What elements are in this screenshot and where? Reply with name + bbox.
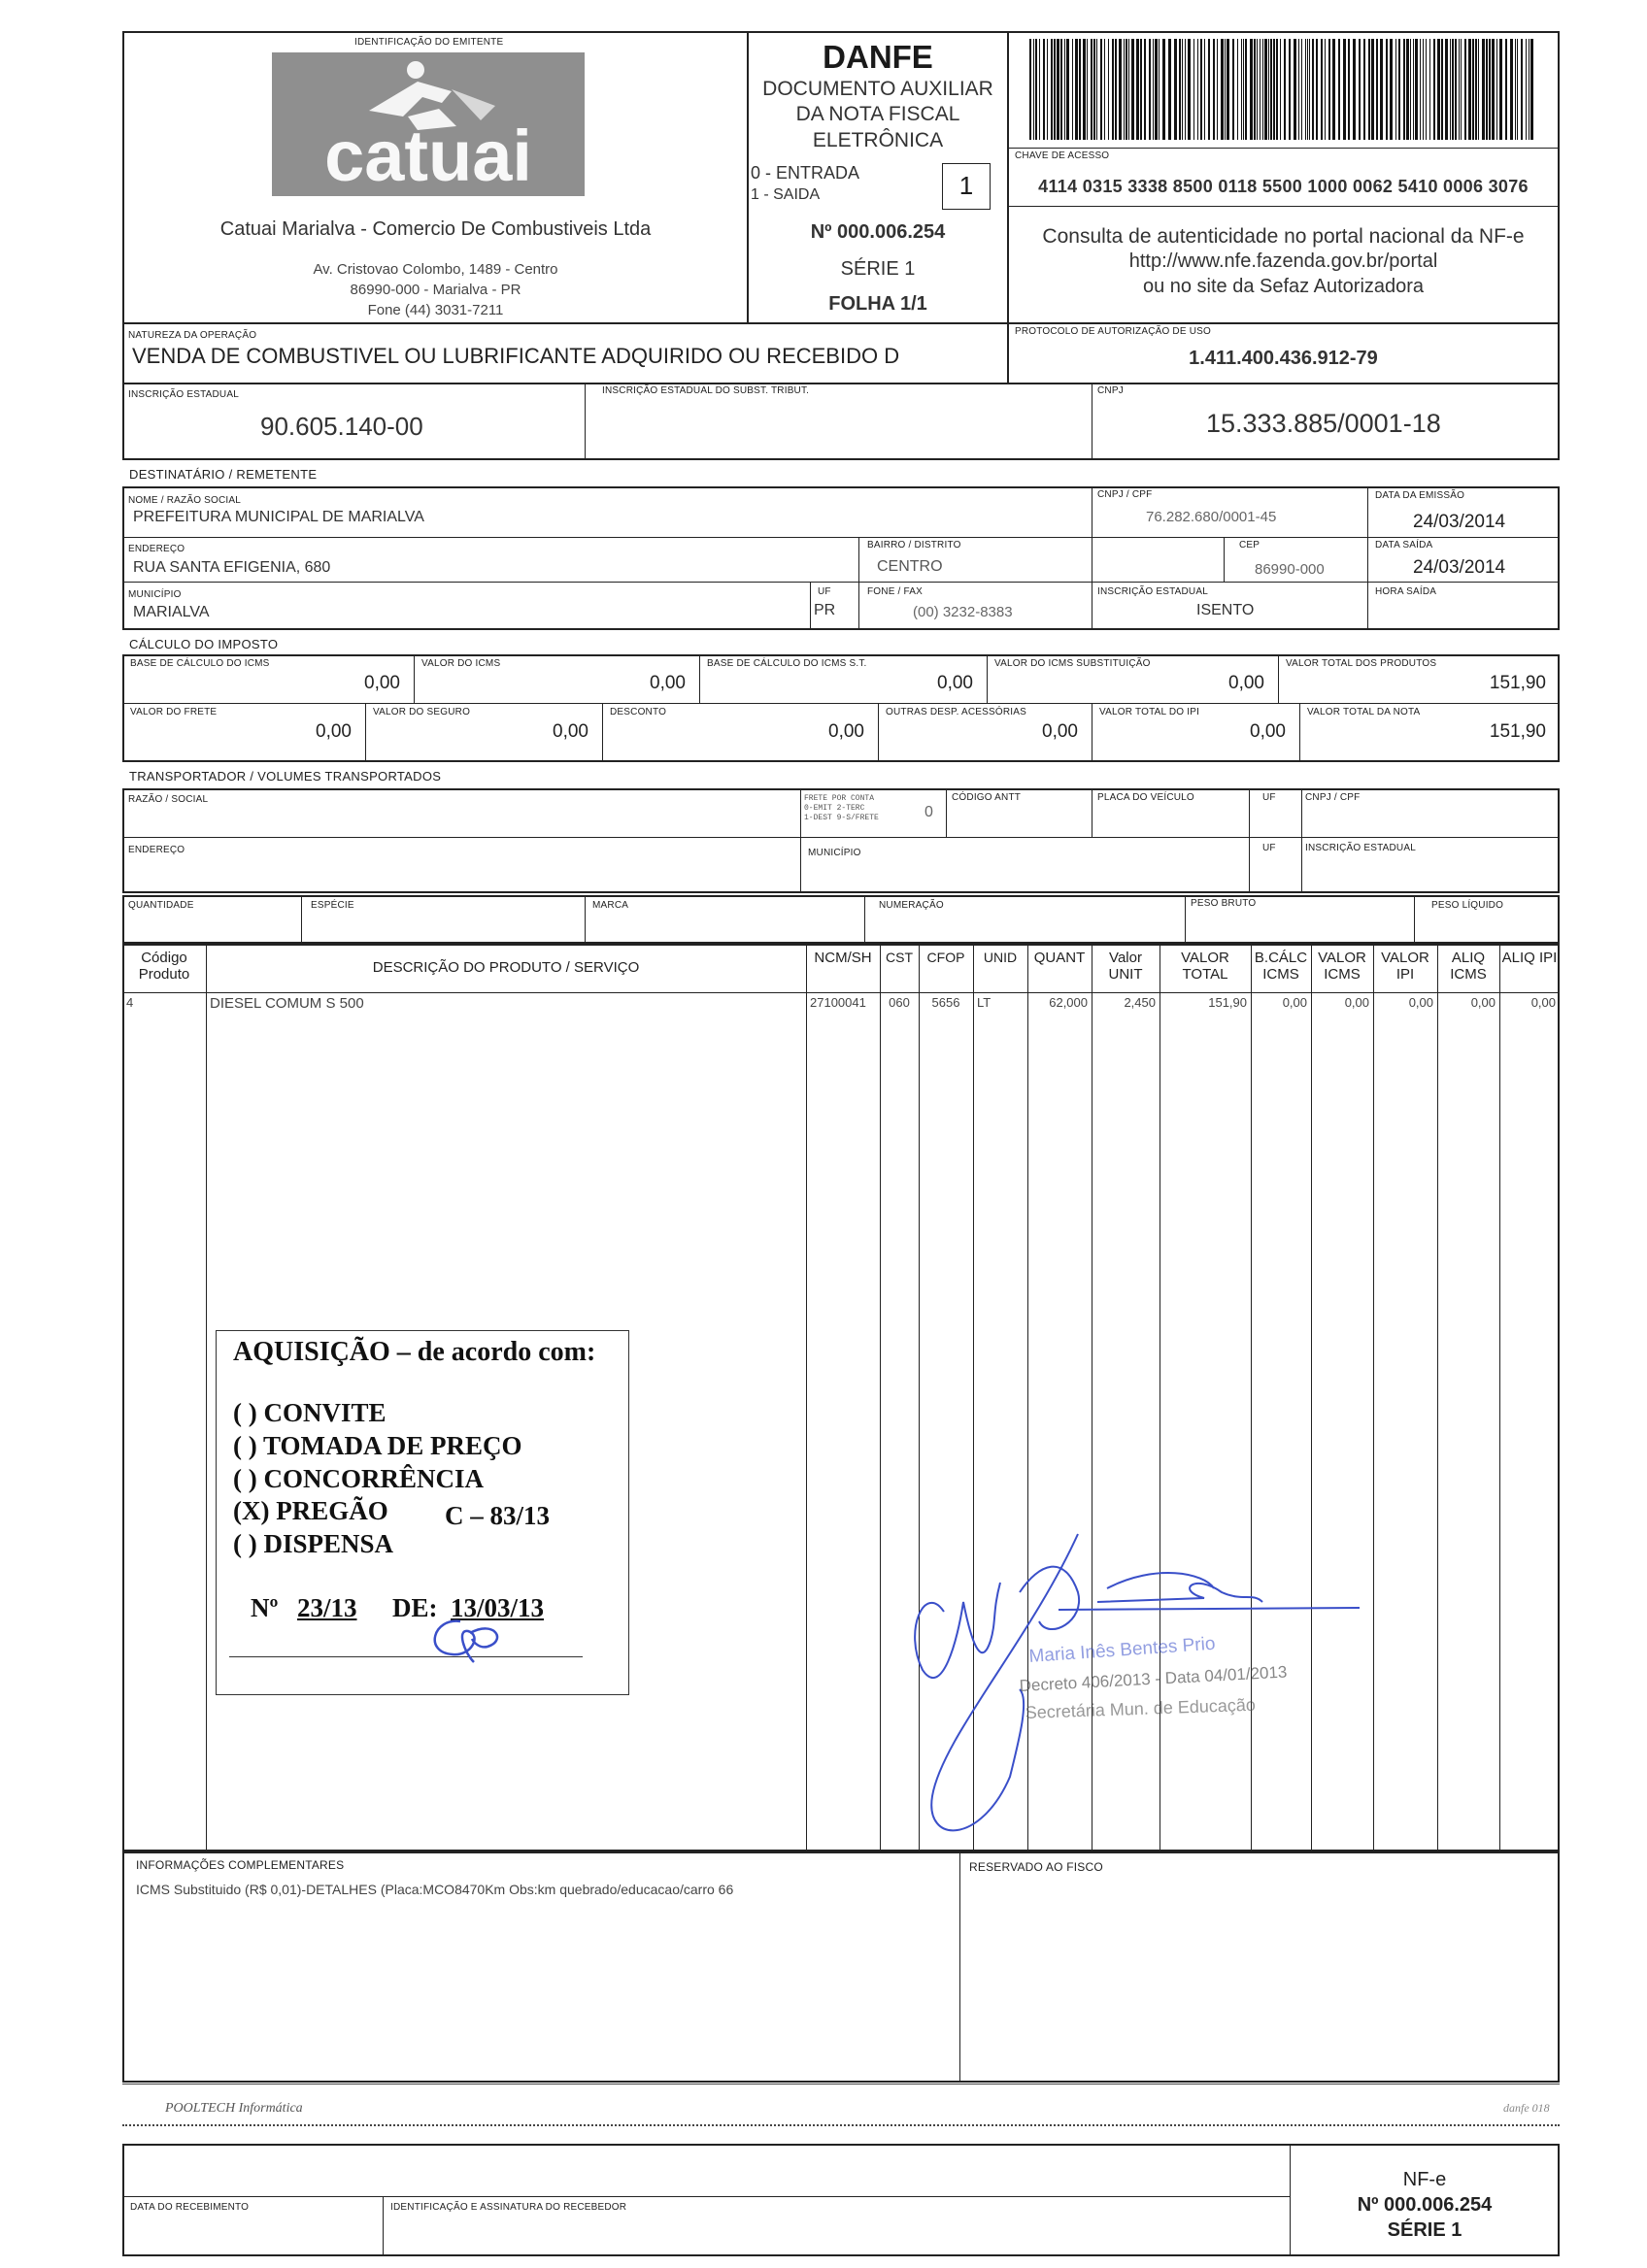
- imposto-value: 0,00: [1042, 721, 1078, 742]
- danfe-version: danfe 018: [1503, 2101, 1550, 2115]
- dest-ie-value: ISENTO: [1196, 602, 1255, 618]
- ie-value: 90.605.140-00: [260, 412, 423, 441]
- company-logo: [272, 52, 585, 196]
- danfe-subtitle-3: ELETRÔNICA: [812, 129, 944, 151]
- dest-municipio-label: MUNICÍPIO: [128, 589, 182, 600]
- frete-label: [804, 794, 879, 823]
- company-address-2: 86990-000 - Marialva - PR: [350, 282, 521, 298]
- emitente-section-label: IDENTIFICAÇÃO DO EMITENTE: [354, 37, 504, 48]
- danfe-numero: Nº 000.006.254: [810, 221, 946, 243]
- danfe-title: DANFE: [823, 39, 933, 75]
- transp-ie-label: INSCRIÇÃO ESTADUAL: [1305, 843, 1416, 853]
- imposto-label: BASE DE CÁLCULO DO ICMS S.T.: [707, 658, 867, 669]
- transp-endereco-label: ENDEREÇO: [128, 845, 185, 855]
- transp-razao-label: RAZÃO / SOCIAL: [128, 794, 209, 805]
- column-header-vicms: VALOR ICMS: [1318, 950, 1366, 983]
- signature-stamp-line-3: Secretária Mun. de Educação: [1025, 1694, 1257, 1722]
- column-header-cst: CST: [886, 950, 913, 965]
- imposto-label: VALOR TOTAL DO IPI: [1099, 707, 1200, 717]
- product-cell-ncm: 27100041: [810, 995, 866, 1010]
- signature-stamp-line-1: Maria Inês Bentes Prio: [1027, 1633, 1217, 1667]
- transp-uf-label: UF: [1262, 792, 1276, 803]
- dest-endereco-label: ENDEREÇO: [128, 544, 185, 554]
- consulta-line-3: ou no site da Sefaz Autorizadora: [1142, 276, 1425, 297]
- consulta-line-1: Consulta de autenticidade no portal nacional da NF-e: [1042, 225, 1525, 248]
- chave-label: CHAVE DE ACESSO: [1015, 150, 1110, 161]
- stamp-data-value: 13/03/13: [451, 1593, 545, 1622]
- numeracao-label: NUMERAÇÃO: [879, 900, 944, 911]
- placa-label: PLACA DO VEÍCULO: [1097, 792, 1194, 803]
- transp-municipio-label: MUNICÍPIO: [808, 848, 861, 858]
- product-cell-aipi: 0,00: [1530, 995, 1556, 1010]
- dest-bairro-value: CENTRO: [877, 558, 943, 575]
- stamp-opt-convite: ( ) CONVITE: [233, 1398, 387, 1427]
- imposto-label: DESCONTO: [610, 707, 667, 717]
- column-header-quant: QUANT: [1033, 950, 1086, 966]
- dest-ie-label: INSCRIÇÃO ESTADUAL: [1097, 586, 1208, 597]
- peso-liquido-label: PESO LÍQUIDO: [1431, 900, 1504, 911]
- imposto-label: VALOR TOTAL DA NOTA: [1307, 707, 1421, 717]
- dest-cnpj-label: CNPJ / CPF: [1097, 489, 1153, 500]
- imposto-value: 0,00: [316, 721, 352, 742]
- frete-label-3: 1-DEST 9-S/FRETE: [804, 814, 879, 822]
- chave-value: 4114 0315 3338 8500 0118 5500 1000 0062 5410 0006 3076: [1038, 177, 1529, 196]
- product-cell-descricao: DIESEL COMUM S 500: [210, 995, 364, 1012]
- dest-uf-value: PR: [814, 602, 836, 618]
- info-complementares-label: INFORMAÇÕES COMPLEMENTARES: [136, 1858, 345, 1872]
- stamp-opt-concorrencia: ( ) CONCORRÊNCIA: [233, 1464, 484, 1493]
- canhoto-numero: Nº 000.006.254: [1357, 2194, 1493, 2216]
- product-cell-cst: 060: [889, 995, 910, 1010]
- stamp-opt-tomada: ( ) TOMADA DE PREÇO: [233, 1431, 522, 1460]
- protocolo-value: 1.411.400.436.912-79: [1189, 348, 1378, 369]
- product-cell-vunit: 2,450: [1124, 995, 1156, 1010]
- natureza-value: VENDA DE COMBUSTIVEL OU LUBRIFICANTE ADQUIRIDO OU RECEBIDO D: [132, 344, 900, 368]
- company-name: Catuai Marialva - Comercio De Combustiveis Ltda: [219, 218, 652, 240]
- transp-cnpj-label: CNPJ / CPF: [1305, 792, 1361, 803]
- column-header-bcicms: B.CÁLC ICMS: [1254, 950, 1308, 983]
- product-cell-vtotal: 151,90: [1208, 995, 1247, 1010]
- dest-emissao-label: DATA DA EMISSÃO: [1375, 490, 1465, 501]
- imposto-label: VALOR DO ICMS: [421, 658, 501, 669]
- stamp-data-label: DE:: [392, 1593, 438, 1622]
- column-header-vipi: VALOR IPI: [1381, 950, 1429, 983]
- dest-cnpj-value: 76.282.680/0001-45: [1146, 509, 1277, 525]
- imposto-label: VALOR DO FRETE: [130, 707, 218, 717]
- stamp-initials-signature: [414, 1614, 511, 1678]
- stamp-title: AQUISIÇÃO – de acordo com:: [233, 1337, 596, 1367]
- stamp-opt-pregao-ref: C – 83/13: [445, 1501, 550, 1530]
- quantidade-label: QUANTIDADE: [128, 900, 194, 911]
- consulta-line-2: http://www.nfe.fazenda.gov.br/portal: [1128, 250, 1438, 272]
- column-header-descricao: DESCRIÇÃO DO PRODUTO / SERVIÇO: [372, 959, 640, 976]
- imposto-value: 0,00: [553, 721, 588, 742]
- logo-figure-icon: [272, 52, 585, 196]
- dest-saida-label: DATA SAÍDA: [1375, 540, 1433, 550]
- imposto-label: OUTRAS DESP. ACESSÓRIAS: [886, 707, 1027, 717]
- software-footer: POOLTECH Informática: [165, 2101, 303, 2116]
- frete-label-1: FRETE POR CONTA: [804, 794, 875, 803]
- transporte-section: TRANSPORTADOR / VOLUMES TRANSPORTADOS: [129, 769, 442, 784]
- column-header-aipi: ALIQ IPI: [1501, 950, 1558, 966]
- column-header-ncm: NCM/SH: [814, 950, 872, 966]
- imposto-label: BASE DE CÁLCULO DO ICMS: [130, 658, 270, 669]
- especie-label: ESPÉCIE: [311, 900, 354, 911]
- product-cell-codigo: 4: [126, 995, 134, 1010]
- imposto-value: 0,00: [650, 673, 686, 693]
- imposto-value: 151,90: [1489, 721, 1546, 742]
- column-header-vunit: Valor UNIT: [1108, 950, 1143, 983]
- dest-emissao-value: 24/03/2014: [1413, 512, 1506, 532]
- imposto-value: 0,00: [1228, 673, 1264, 693]
- imposto-label: VALOR DO SEGURO: [373, 707, 471, 717]
- column-header-unid: UNID: [983, 950, 1018, 965]
- imposto-value: 0,00: [828, 721, 864, 742]
- transp-uf2-label: UF: [1262, 843, 1276, 853]
- destinatario-section: DESTINATÁRIO / REMETENTE: [129, 467, 318, 482]
- company-phone: Fone (44) 3031-7211: [367, 302, 504, 318]
- dest-nome-value: PREFEITURA MUNICIPAL DE MARIALVA: [133, 509, 424, 525]
- cnpj-label: CNPJ: [1097, 385, 1124, 396]
- product-cell-bcicms: 0,00: [1282, 995, 1307, 1010]
- signature-stamp-line-2: Decreto 406/2013 - Data 04/01/2013: [1019, 1662, 1288, 1695]
- info-complementares-value: ICMS Substituido (R$ 0,01)-DETALHES (Placa:MCO8470Km Obs:km quebrado/educacao/carro 66: [136, 1882, 734, 1897]
- dest-uf-label: UF: [818, 586, 831, 597]
- product-cell-unid: LT: [977, 995, 992, 1010]
- danfe-saida: 1 - SAIDA: [751, 186, 821, 203]
- stamp-opt-pregao: (X) PREGÃO: [233, 1496, 388, 1525]
- dest-cep-value: 86990-000: [1255, 561, 1325, 578]
- dest-cep-label: CEP: [1239, 540, 1260, 550]
- imposto-section: CÁLCULO DO IMPOSTO: [129, 637, 279, 651]
- stamp-numero-value: 23/13: [297, 1593, 357, 1622]
- ie-label: INSCRIÇÃO ESTADUAL: [128, 389, 239, 400]
- dest-endereco-value: RUA SANTA EFIGENIA, 680: [133, 559, 331, 576]
- company-address-1: Av. Cristovao Colombo, 1489 - Centro: [313, 261, 558, 278]
- product-cell-vipi: 0,00: [1408, 995, 1433, 1010]
- reservado-fisco-label: RESERVADO AO FISCO: [969, 1860, 1103, 1874]
- protocolo-label: PROTOCOLO DE AUTORIZAÇÃO DE USO: [1015, 326, 1211, 337]
- natureza-label: NATUREZA DA OPERAÇÃO: [128, 330, 257, 341]
- column-header-vtotal: VALOR TOTAL: [1181, 950, 1229, 983]
- marca-label: MARCA: [592, 900, 629, 911]
- danfe-serie: SÉRIE 1: [840, 258, 916, 280]
- canhoto-nfe: NF-e: [1402, 2169, 1447, 2190]
- danfe-entrada: 0 - ENTRADA: [751, 163, 860, 183]
- barcode: [1029, 39, 1534, 148]
- cnpj-value: 15.333.885/0001-18: [1206, 409, 1441, 438]
- column-header-cfop: CFOP: [926, 950, 965, 965]
- dest-hora-label: HORA SAÍDA: [1375, 586, 1437, 597]
- imposto-label: VALOR TOTAL DOS PRODUTOS: [1286, 658, 1437, 669]
- dest-nome-label: NOME / RAZÃO SOCIAL: [128, 495, 242, 506]
- stamp-opt-dispensa: ( ) DISPENSA: [233, 1529, 394, 1558]
- canhoto-serie: SÉRIE 1: [1387, 2219, 1462, 2241]
- cut-line: [122, 2124, 1560, 2126]
- danfe-subtitle-1: DOCUMENTO AUXILIAR: [762, 78, 993, 100]
- imposto-value: 0,00: [1250, 721, 1286, 742]
- product-cell-cfop: 5656: [931, 995, 960, 1010]
- ie-st-label: INSCRIÇÃO ESTADUAL DO SUBST. TRIBUT.: [602, 385, 810, 396]
- canhoto-assinatura-label: IDENTIFICAÇÃO E ASSINATURA DO RECEBEDOR: [390, 2202, 627, 2213]
- frete-label-2: 0-EMIT 2-TERC: [804, 804, 865, 813]
- imposto-value: 151,90: [1489, 673, 1546, 693]
- danfe-tipo: 1: [958, 171, 974, 200]
- peso-bruto-label: PESO BRUTO: [1191, 898, 1257, 909]
- column-header-aicms: ALIQ ICMS: [1450, 950, 1487, 983]
- imposto-value: 0,00: [937, 673, 973, 693]
- dest-fone-label: FONE / FAX: [867, 586, 924, 597]
- dest-bairro-label: BAIRRO / DISTRITO: [867, 540, 961, 550]
- dest-saida-value: 24/03/2014: [1413, 557, 1506, 578]
- danfe-folha: FOLHA 1/1: [828, 293, 927, 315]
- frete-value: 0: [924, 804, 933, 820]
- product-cell-quant: 62,000: [1049, 995, 1088, 1010]
- danfe-subtitle-2: DA NOTA FISCAL: [795, 103, 960, 125]
- imposto-value: 0,00: [364, 673, 400, 693]
- column-header-codigo: Código Produto: [138, 950, 190, 983]
- product-cell-aicms: 0,00: [1470, 995, 1496, 1010]
- antt-label: CÓDIGO ANTT: [952, 792, 1022, 803]
- canhoto-data-label: DATA DO RECEBIMENTO: [130, 2202, 250, 2213]
- product-cell-vicms: 0,00: [1344, 995, 1369, 1010]
- stamp-numero-label: Nº: [251, 1593, 279, 1622]
- imposto-label: VALOR DO ICMS SUBSTITUIÇÃO: [994, 658, 1151, 669]
- dest-fone-value: (00) 3232-8383: [913, 604, 1013, 620]
- dest-municipio-value: MARIALVA: [133, 604, 210, 620]
- handwritten-signature: [835, 1447, 1379, 1854]
- logo-text: catuai: [324, 116, 532, 196]
